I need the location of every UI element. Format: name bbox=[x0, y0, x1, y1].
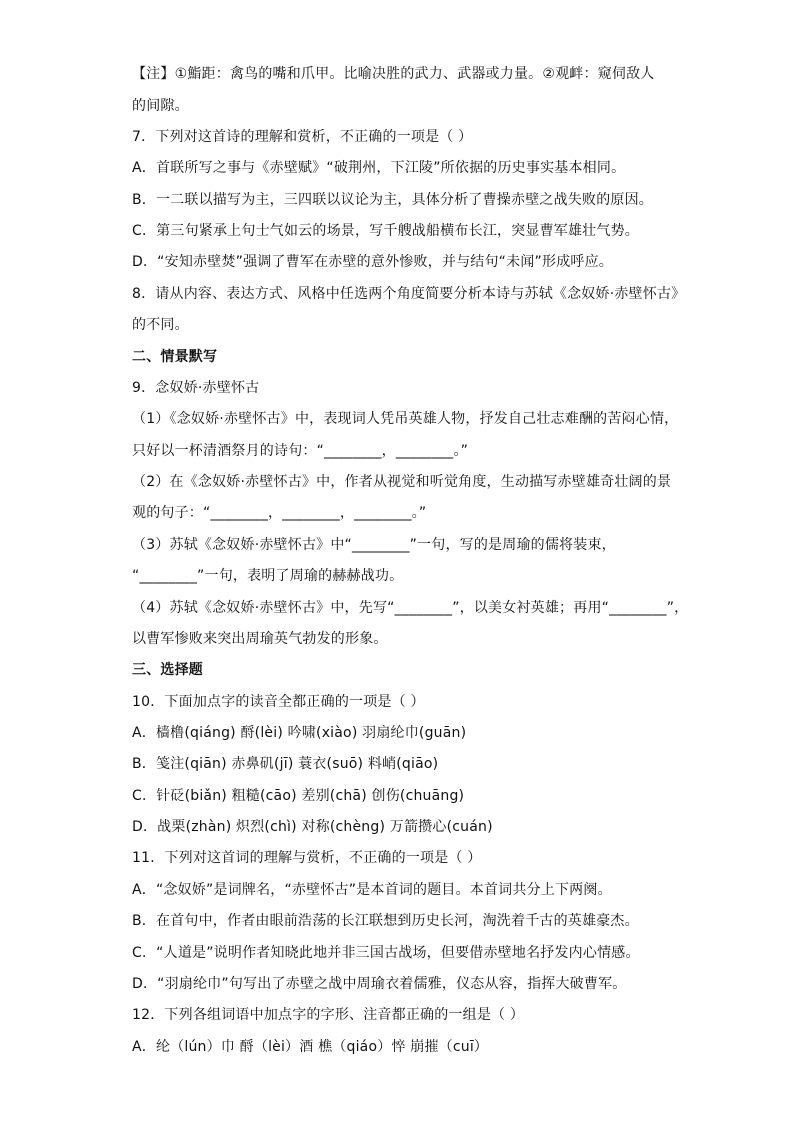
q10-option-c: C．针砭(biǎn) 粗糙(cāo) 差别(chā) 创伤(chuāng) bbox=[132, 788, 465, 804]
q10-option-a: A．樯橹(qiáng) 酹(lèi) 吟啸(xiào) 羽扇纶巾(guān) bbox=[132, 725, 467, 741]
q7-option-b: B．一二联以描写为主，三四联以议论为主，具体分析了曹操赤壁之战失败的原因。 bbox=[132, 192, 654, 208]
question-10: 10．下面加点字的读音全都正确的一项是（ ） bbox=[132, 694, 425, 710]
q10-option-d: D．战栗(zhàn) 炽烈(chì) 对称(chèng) 万箭攒心(cuán) bbox=[132, 819, 493, 835]
q9-part-1-line-2: 只好以一杯清酒祭月的诗句：“________，________。” bbox=[132, 443, 469, 459]
q7-option-d: D．“安知赤壁焚”强调了曹军在赤壁的意外惨败，并与结句“未闻”形成呼应。 bbox=[132, 254, 613, 270]
note-line-1: 【注】①鮨距：禽鸟的嘴和爪甲。比喻决胜的武力、武器或力量。②观衅：窥伺敌人 bbox=[132, 66, 655, 82]
section-3-heading: 三、选择题 bbox=[132, 662, 203, 678]
q12-option-a: A．纶（lún）巾 酹（lèi）酒 樵（qiáo）悴 崩摧（cuī） bbox=[132, 1039, 489, 1055]
q9-part-3-line-2: “________”一句，表明了周瑜的赫赫战功。 bbox=[132, 568, 404, 584]
section-2-heading: 二、情景默写 bbox=[132, 349, 218, 365]
question-11: 11．下列对这首词的理解与赏析，不正确的一项是（ ） bbox=[132, 850, 482, 866]
q9-part-2-line-2: 观的句子：“________，________，________。” bbox=[132, 505, 427, 521]
q11-option-c: C．“人道是”说明作者知晓此地并非三国古战场，但要借赤壁地名抒发内心情感。 bbox=[132, 945, 640, 961]
q11-option-b: B．在首句中，作者由眼前浩荡的长江联想到历史长河，淘洗着千古的英雄豪杰。 bbox=[132, 913, 639, 929]
q9-part-4-line-1: （4）苏轼《念奴娇·赤壁怀古》中，先写“________”，以美女衬英雄；再用“________”， bbox=[132, 600, 689, 616]
question-8-line-1: 8．请从内容、表达方式、风格中任选两个角度简要分析本诗与苏轼《念奴娇·赤壁怀古》 bbox=[132, 286, 686, 302]
q9-part-3-line-1: （3）苏轼《念奴娇·赤壁怀古》中“________”一句，写的是周瑜的儒将装束， bbox=[132, 537, 616, 553]
note-line-2: 的间隙。 bbox=[132, 98, 189, 114]
question-9: 9．念奴娇·赤壁怀古 bbox=[132, 380, 260, 396]
q10-option-b: B．笺注(qiān) 赤鼻矶(jī) 蓑衣(suō) 料峭(qiāo) bbox=[132, 756, 439, 772]
q11-option-a: A．“念奴娇”是词牌名，“赤壁怀古”是本首词的题目。本首词共分上下两阕。 bbox=[132, 882, 612, 898]
q9-part-1-line-1: （1）《念奴娇·赤壁怀古》中，表现词人凭吊英雄人物，抒发自己壮志难酬的苦闷心情， bbox=[132, 411, 679, 427]
question-12: 12．下列各组词语中加点字的字形、注音都正确的一组是（ ） bbox=[132, 1007, 525, 1023]
q9-part-4-line-2: 以曹军惨败来突出周瑜英气勃发的形象。 bbox=[132, 631, 388, 647]
question-7: 7．下列对这首诗的理解和赏析，不正确的一项是（ ） bbox=[132, 129, 473, 145]
q11-option-d: D．“羽扇纶巾”句写出了赤壁之战中周瑜衣着儒雅，仪态从容，指挥大破曹军。 bbox=[132, 976, 627, 992]
q9-part-2-line-1: （2）在《念奴娇·赤壁怀古》中，作者从视觉和听觉角度，生动描写赤壁雄奇壮阔的景 bbox=[132, 474, 672, 490]
question-8-line-2: 的不同。 bbox=[132, 317, 189, 333]
q7-option-a: A．首联所写之事与《赤壁赋》“破荆州，下江陵”所依据的历史事实基本相同。 bbox=[132, 160, 626, 176]
q7-option-c: C．第三句紧承上句士气如云的场景，写千艘战船横布长江，突显曹军雄壮气势。 bbox=[132, 223, 639, 239]
